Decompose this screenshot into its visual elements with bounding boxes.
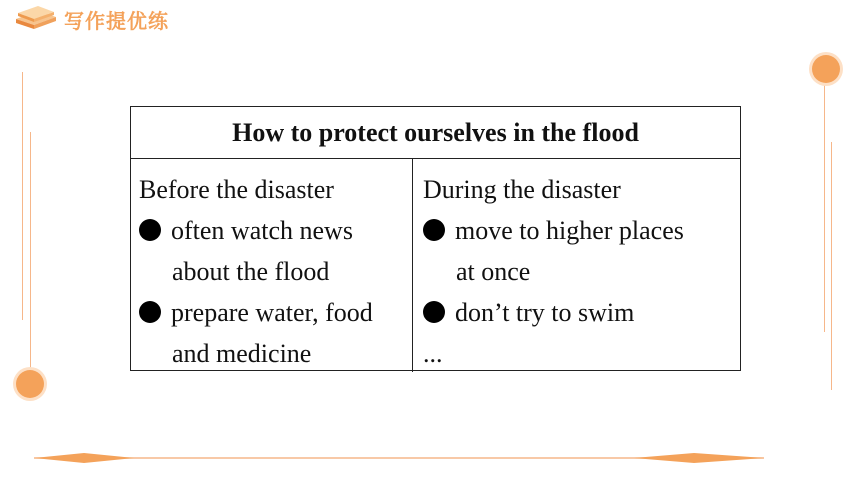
left-circle-dot: [16, 370, 44, 398]
left-outer-line: [22, 72, 23, 320]
bullet-icon: [423, 219, 445, 241]
during-disaster-column: [413, 159, 740, 372]
right-inner-line: [824, 84, 825, 332]
list-item: often watch news: [139, 210, 404, 251]
bullet-icon: [139, 219, 161, 241]
right-outer-line: [831, 142, 832, 390]
list-item-continuation: at once: [456, 257, 531, 286]
ellipsis: ...: [423, 339, 443, 368]
books-icon: [14, 5, 58, 33]
table-title: How to protect ourselves in the flood: [131, 107, 740, 159]
flood-protection-table: [130, 106, 741, 371]
column-heading: During the disaster: [423, 175, 621, 204]
list-item-continuation: about the flood: [172, 257, 330, 286]
left-inner-line: [30, 132, 31, 372]
right-circle-dot: [812, 55, 840, 83]
bullet-icon: [139, 301, 161, 323]
section-title: 写作提优练: [64, 8, 169, 33]
list-item: move to higher places: [423, 210, 732, 251]
list-item: don’t try to swim: [423, 292, 732, 333]
table-body: [131, 159, 740, 372]
before-disaster-column: [131, 159, 413, 372]
bottom-divider: [34, 451, 764, 465]
column-heading: Before the disaster: [139, 175, 334, 204]
list-item: prepare water, food: [139, 292, 404, 333]
bullet-icon: [423, 301, 445, 323]
page-header: [14, 4, 169, 34]
list-item-continuation: and medicine: [172, 339, 312, 368]
